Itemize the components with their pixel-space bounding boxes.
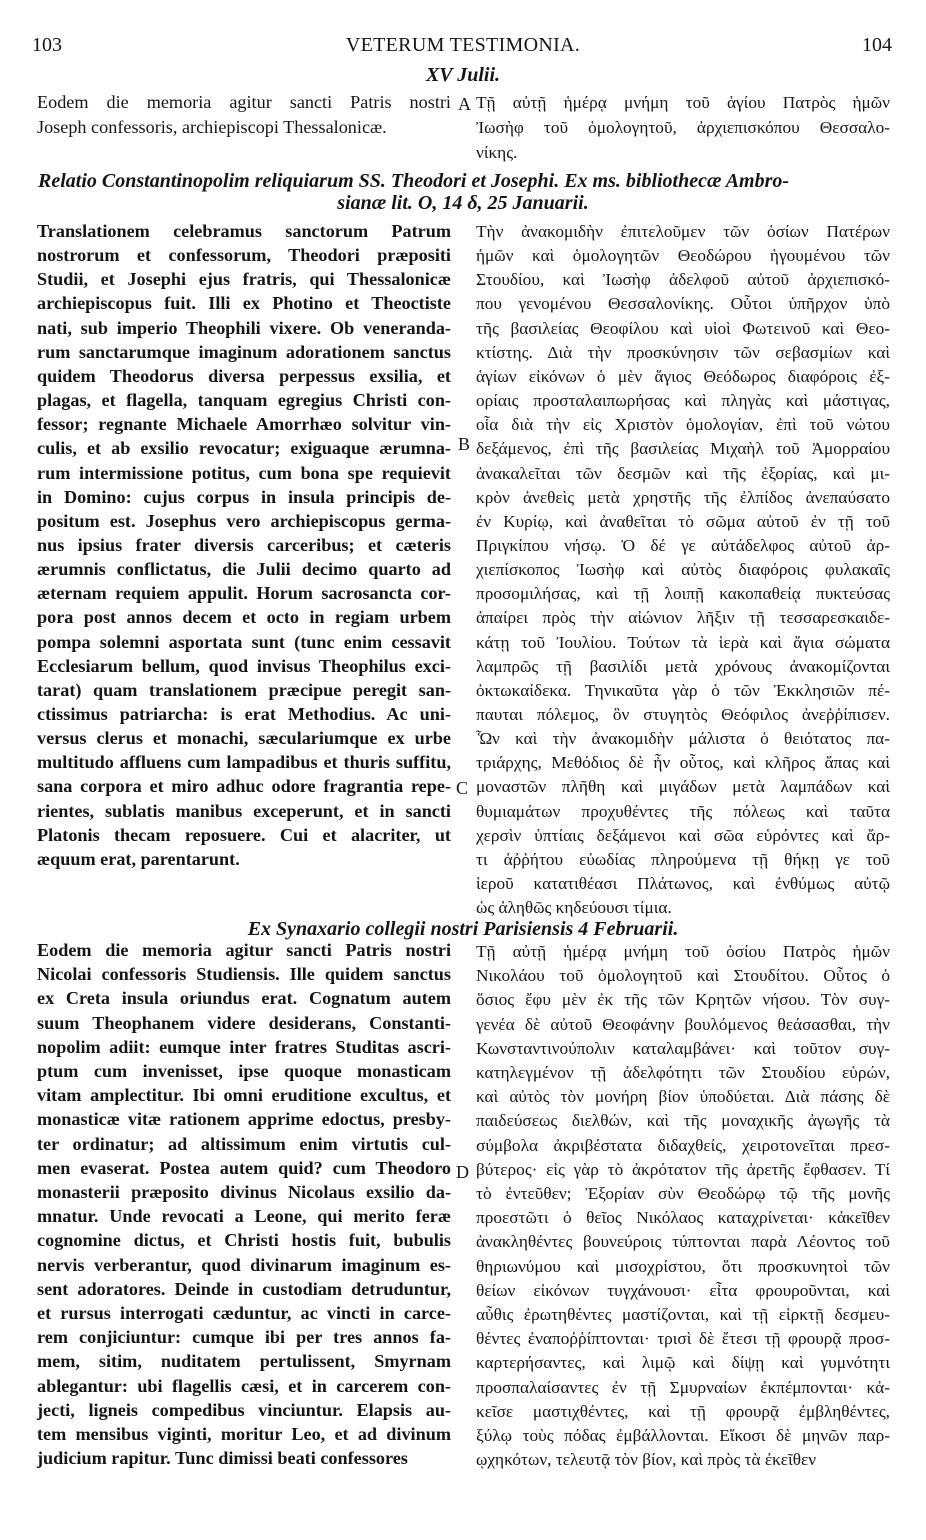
greek-line: τι ἀῤῥήτου εὐωδίας πληρούμενα τῇ θήκῃ γε τοῦ [476,849,890,869]
greek-line: μοναστῶν πλῆθη καὶ μιγάδων μετὰ λαμπάδων καὶ [476,777,890,797]
latin-line: rum intermissione potitus, cum bona spe requievit [37,462,451,483]
latin-line: judicium rapitur. Tunc dimissi beati confessores [37,1448,408,1469]
latin-line: multitudo affluens cum lampadibus et thuris suffitu, [37,752,451,773]
latin-line: mem, sitim, nuditatem pertulissent, Smyrnam [37,1351,451,1372]
latin-line: ex Creta insula oriundus erat. Cognatum autem [37,988,451,1009]
latin-line: ptum cum invenisset, ipse quoque monasticam [37,1061,451,1081]
latin-line: monasticæ vitæ rationem apprime edoctus, presby- [37,1109,451,1130]
greek-line: οἷα διὰ τὴν εἰς Χριστὸν ὁμολογίαν, ἐπὶ τοῦ νώτου [476,415,890,435]
greek-line: ὅσιος ἔφυ μὲν ἐκ τῆς τῶν Κρητῶν νήσου. Τὸν συγ- [476,990,890,1010]
greek-line: Τῇ αὐτῇ ἡμέρᾳ μνήμη τοῦ ἁγίου Πατρὸς ἡμῶν [476,93,890,112]
latin-line: Eodem die memoria agitur sancti Patris nostri [37,940,451,960]
margin-letter-d: D [456,1162,469,1182]
greek-line: γενέα δὲ αὐτοῦ Θεοφάνην βουλόμενος θεάσασθαι, τὴν [476,1014,890,1034]
latin-line: Translationem celebramus sanctorum Patrum [37,221,451,241]
greek-line: που γενομένου Θεσσαλονίκης. Οὗτοι ὑπῆρχον ὑπὸ [476,294,890,314]
latin-line: nostrorum et confessorum, Theodori præpositi [37,245,451,266]
greek-line: Στουδίου, καὶ Ἰωσὴφ ἀδελφοῦ αὐτοῦ ἀρχιεπισκό- [476,270,890,290]
greek-line: Πριγκίπου νήσῳ. Ὁ δέ γε αὐτάδελφος αὐτοῦ ἀρ- [476,535,890,555]
greek-line: κάτῃ τοῦ Ἰουλίου. Τούτων τὰ ἱερὰ καὶ ἅγια σώματα [476,632,890,652]
greek-line: τὸ ἐντεῦθεν; Ἐξορίαν σὺν Θεοδώρῳ τῷ τῆς μονῆς [476,1184,890,1203]
latin-line: nervis verberantur, quod divinarum imaginum es- [37,1254,451,1275]
greek-line: προσπαλαίσαντες ἐν τῇ Σμυρναίων ἐκπέμπονται· κἀ- [476,1377,890,1397]
latin-line: sent adoratores. Deinde in custodiam detruduntur, [37,1278,451,1299]
latin-line: plagas, et flagella, tanquam egregius Christi con- [37,390,451,411]
latin-line: in Domino: cujus corpus in insula principis de- [37,486,451,507]
greek-line: ἡμῶν καὶ ὁμολογητῶν Θεοδώρου ἡγουμένου τῶν [476,246,890,266]
latin-line: cognomine dictus, et Christi hostis fuit, bubulis [37,1230,451,1251]
margin-letter-c: C [456,778,469,798]
latin-line: vitam amplectitur. Ibi omni eruditione excultus, et [37,1085,451,1106]
greek-line: σύμβολα ἀκριβέστατα διδαχθείς, χειροτονεῖται πρεσ- [476,1135,890,1155]
latin-line: versus clerus et monachi, sæculariumque ex urbe [37,728,451,749]
greek-line: θυμιαμάτων προχυθέντες τῆς πόλεως καὶ ταῦτα [476,801,890,821]
latin-line: Joseph confessoris, archiepiscopi Thessalonicæ. [37,117,387,137]
latin-line: mnatur. Unde revocati a Leone, qui merito feræ [37,1206,451,1227]
greek-line: κατηλεγμένον τῇ ἀδελφότητι τῶν Στουδίου εὑρών, [476,1063,890,1082]
latin-line: monasterii præposito divinus Nicolaus exsilio da- [37,1182,451,1202]
greek-line: παιδεύσεως διελθών, καὶ τῆς μοναχικῆς ἀγωγῆς τὰ [476,1111,890,1131]
running-title: VETERUM TESTIMONIA. [345,34,581,56]
latin-line: rientes, sublatis manibus exceperunt, et in sancti [37,800,451,821]
latin-line: nati, sub imperio Theophili vixere. Ob veneranda- [37,317,451,338]
greek-line: ορίαις προσταλαιπωρήσας καὶ πληγὰς καὶ μάστιγας, [476,391,890,411]
latin-line: fessor; regnante Michaele Amorrhæo solvitur vin- [37,414,451,435]
latin-line: sana corpora et miro adhuc odore fragrantia repe- [37,776,451,797]
greek-line: Τὴν ἀνακομιδὴν ἐπιτελοῦμεν τῶν ὁσίων Πατέρων [476,222,890,241]
greek-line: νίκης. [476,143,518,162]
latin-line: et rursus interrogati cæduntur, ac vincti in carce- [37,1303,451,1323]
latin-line: Eodem die memoria agitur sancti Patris nostri [37,92,451,112]
latin-line: rum sanctarumque imaginum adorationem sanctus [37,341,451,362]
latin-line: quidem Theodorus diversa perpessus exsilia, et [37,365,451,386]
latin-line: nopolim adiit: eumque inter fratres Studitas ascri- [37,1036,451,1057]
greek-line: ἀπαίρει πρὸς τὴν αἰώνιον λῆξιν τῇ τεσσαρεσκαιδε- [476,608,890,628]
latin-line: Platonis thecam reposuere. Cui et alacriter, ut [37,824,451,845]
latin-line: ablegantur: ubi flagellis cæsi, et in carcerem con- [37,1375,451,1396]
greek-line: θείων εἰκόνων τυγχάνουσι· εἶτα φρουροῦνται, καὶ [476,1280,890,1300]
greek-line: ῳχηκότων, τελευτᾷ τὸν βίον, καὶ πρὸς τὰ ἐκεῖθεν [476,1450,817,1470]
latin-line: positum est. Josephus vero archiepiscopus germa- [37,510,451,531]
latin-line: rem conjiciuntur: cumque ibi per tres annos fa- [37,1327,451,1348]
latin-line: ter ordinatur; ad altissimum enim virtutis cul- [37,1133,451,1154]
greek-line: ἁγίων εἰκόνων ὁ μὲν ἅγιος Θεόδωρος διαφόροις ἐξ- [476,366,890,386]
greek-line: Κωνσταντινούπολιν καταλαμβάνει· καὶ τοῦτον συγ- [476,1038,890,1058]
greek-line: ὡς ἀληθῶς κηδεύουσι τίμια. [476,898,672,918]
latin-line: Studii, et Josephi ejus fratris, qui Thessalonicæ [37,269,451,290]
greek-line: ξύλῳ τοὺς πόδας ἐμβάλλονται. Εἴκοσι δὲ μηνῶν παρ- [476,1426,890,1445]
page-number-left: 103 [32,34,62,56]
section-title-relatio-line1: Relatio Constantinopolim reliquiarum SS. Theodori et Josephi. Ex ms. bibliothecæ Ambro- [38,170,790,192]
margin-letter-b: B [458,434,471,454]
latin-line: archiepiscopus fuit. Illi ex Photino et Theoctiste [37,293,451,314]
greek-line: ὀκτωκαίδεκα. Τηνικαῦτα γὰρ ὁ τῶν Ἐκκλησιῶν πέ- [476,680,890,700]
greek-line: ἀνακληθέντες βουνεύροις τύπτονται παρὰ Λέοντος τοῦ [476,1232,890,1252]
latin-line: pora post annos decem et octo in regiam urbem [37,607,451,628]
latin-line: Ecclesiarum bellum, quod invisus Theophilus exci- [37,655,451,676]
greek-line: καρτερήσαντες, καὶ λιμῷ καὶ δίψῃ καὶ γυμνότητι [476,1353,890,1373]
latin-line: pompa solemni asportata sunt (tunc enim cessavit [37,631,451,652]
greek-line: κτίστης. Διὰ τὴν προσκύνησιν τῶν σεβασμίων καὶ [476,342,890,362]
section-title-xv-julii: XV Julii. [425,64,501,86]
section-title-synaxario: Ex Synaxario collegii nostri Parisiensis 4 Februarii. [247,918,679,940]
latin-line: culis, et ab exsilio revocatur; exiguaque ærumna- [37,438,451,459]
greek-line: Ὧν καὶ τὴν ἀνακομιδὴν μάλιστα ὁ θειότατος πα- [476,729,890,749]
greek-line: χιεπίσκοπος Ἰωσὴφ καὶ αὐτὸς διαφόροις φυλακαῖς [476,560,890,580]
section-title-relatio-line2: sianæ lit. O, 14 δ, 25 Januarii. [337,192,589,214]
latin-line: men evaserat. Postea autem quid? cum Theodoro [37,1157,451,1178]
greek-line: βύτερος· εἰς γὰρ τὸ ἀκρότατον τῆς ἀρετῆς ἔφθασεν. Τί [476,1159,890,1179]
latin-line: suum Theophanem videre desiderans, Constanti- [37,1012,451,1033]
greek-line: κεῖσε μαστιχθέντες, καὶ τῇ φρουρᾷ ἐμβληθέντες, [476,1401,890,1421]
greek-line: παυται πόλεμος, ὃν στυγητὸς Θεόφιλος ἀνεῤῥίπισεν. [476,705,890,724]
greek-line: ἐν Κυρίῳ, καὶ ἀναθεῖται τὸ σῶμα αὐτοῦ ἐν τῇ τοῦ [476,511,890,531]
greek-line: προεστῶτι ὁ θεῖος Νικόλαος καταχρίνεται· κἀκεῖθεν [476,1208,890,1228]
greek-line: αὖθις ἐρωτηθέντες μαστίζονται, καὶ τῇ εἱρκτῇ δεσμευ- [476,1305,890,1324]
greek-line: ἱεροῦ κατατιθέασι Πλάτωνος, καὶ ἐνθύμως αὐτῷ [476,874,890,894]
latin-line: ærumnis conflictatus, die Julii decimo quarto ad [37,559,451,580]
greek-line: τῆς βασιλείας Θεοφίλου καὶ υἱοὶ Φωτεινοῦ καὶ Θεο- [476,318,890,338]
margin-letter-a: A [458,94,471,114]
latin-line: nus ipsius frater diversis carceribus; et cæteris [37,534,451,555]
greek-line: θηριωνύμου καὶ μισοχρίστου, ὅτι προσκυνητοὶ τῶν [476,1256,890,1276]
greek-line: προσομιλήσας, καὶ τῇ λοιπῇ κακοπαθείᾳ πυκτεύσας [476,584,890,604]
latin-line: jecti, ligneis compedibus vinciuntur. Elapsis au- [37,1399,451,1420]
latin-line: ctissimus patriarcha: is erat Methodius. Ac uni- [37,704,451,724]
greek-line: λαμπρῶς τῇ βασιλίδι μετὰ χρόνους ἀνακομίζονται [476,656,890,676]
greek-line: χερσὶν ὑπτίαις δεξάμενοι καὶ σῶα εὑρόντες καὶ ἄρ- [476,825,890,845]
greek-line: δεξάμενος, ἐπὶ τῆς βασιλείας Μιχαὴλ τοῦ Ἀμορραίου [476,439,890,459]
page-number-right: 104 [862,34,892,56]
greek-line: θέντες ἐναποῤῥίπτονται· τρισὶ δὲ ἔτεσι τῇ φρουρᾷ προσ- [476,1329,890,1349]
greek-line: καὶ αὐτὸς τὸν μονήρη βίον ὑποδύεται. Διὰ πάσης δὲ [476,1087,890,1107]
greek-line: Τῇ αὐτῇ ἡμέρᾳ μνήμη τοῦ ὁσίου Πατρὸς ἡμῶν [476,942,890,961]
greek-line: κρὸν ἀνεθεὶς μετὰ χρηστῆς τῆς ἐλπίδος ἀνεπαύσατο [476,487,890,507]
greek-line: τριάρχης, Μεθόδιος δὲ ἦν οὗτος, καὶ κλῆρος ἅπας καὶ [476,753,890,773]
latin-line: tem mensibus viginti, moritur Leo, et ad divinum [37,1424,451,1444]
latin-line: Nicolai confessoris Studiensis. Ille quidem sanctus [37,964,451,985]
latin-line: tarat) quam translationem præcipue peregit san- [37,679,451,700]
latin-line: æquum erat, parentarunt. [37,848,240,869]
latin-line: æternam requiem appulit. Horum sacrosancta cor- [37,583,451,604]
greek-line: Νικολάου τοῦ ὁμολογητοῦ καὶ Στουδίτου. Οὗτος ὁ [476,966,890,986]
greek-line: Ἰωσὴφ τοῦ ὁμολογητοῦ, ἀρχιεπισκόπου Θεσσαλο- [476,118,890,137]
greek-line: ἀνακαλεῖται τῶν δεσμῶν καὶ τῆς ἐξορίας, καὶ μι- [476,463,890,483]
